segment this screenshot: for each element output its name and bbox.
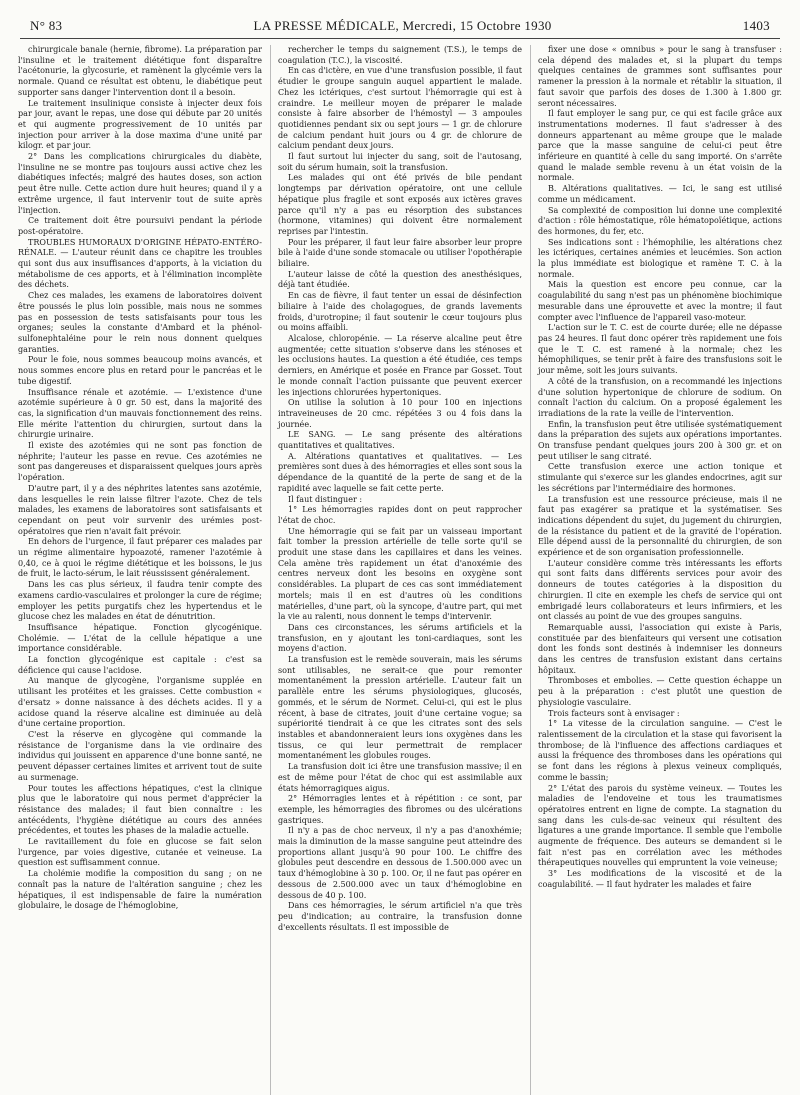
paragraph: A côté de la transfusion, on a recommandé les injections d'une solution hypertonique de chlorure de sodium. On connaît l'action du calcium. On a proposé également les irradiations de la rate la veille de l'intervention. [538, 376, 782, 418]
paragraph: On utilise la solution à 10 pour 100 en injections intraveineuses de 20 cmc. répétées 3 ou 4 fois dans la journée. [278, 398, 522, 429]
column-1 [18, 45, 262, 1095]
paragraph: Au manque de glycogène, l'organisme supplée en utilisant les protéites et les graisses. Cette combustion « d'ersatz » donne naissance à des déchets acides. Il y a acidose quand la réserve alcaline est diminuée au delà d'une certaine proportion. [18, 676, 262, 729]
paragraph: Le traitement insulinique consiste à injecter deux fois par jour, avant le repas, une dose qui débute par 20 unités et qui augmente progressivement de 10 unités par injection pour arriver à la dose maxima d'une unité par kilogr. et par jour. [18, 98, 262, 151]
paragraph: rechercher le temps du saignement (T.S.), le temps de coagulation (T.C.), la viscosité. [278, 45, 522, 65]
paragraph: L'auteur laisse de côté la question des anesthésiques, déjà tant étudiée. [278, 269, 522, 290]
paragraph: Il n'y a pas de choc nerveux, il n'y a pas d'anoxhémie; mais la diminution de la masse sanguine peut atteindre des proportions allant jusqu'à 90 pour 100. Le chiffre des globules peut descendre en dessous de 1.500.000 avec un taux d'hémoglobine à 30 p. 100. Or, il ne faut pas opérer en dessous de 2.500.000 avec un taux d'hémoglobine en dessous de 40 p. 100. [278, 826, 522, 900]
paragraph: Trois facteurs sont à envisager : [548, 708, 680, 718]
paragraph: Remarquable aussi, l'association qui existe à Paris, constituée par des bienfaiteurs qui versent une cotisation dont les fonds sont destinés à indemniser les donneurs dans les centres de transfusion existant dans certains hôpitaux. [538, 622, 782, 675]
paragraph: Thromboses et embolies. — Cette question échappe un peu à la préparation : c'est plutôt une question de physiologie vasculaire. [538, 676, 782, 707]
paragraph: Cette transfusion exerce une action tonique et stimulante qui s'exerce sur les glandes endocrines, agit sur les sécrétions par l'intermédiaire des hormones. [538, 462, 782, 493]
paragraph: 2° Dans les complications chirurgicales du diabète, l'insuline ne se montre pas toujours aussi active chez les diabétiques infectés; malgré des hautes doses, son action peut être nulle. Cette action dure huit heures; quand il y a extrême urgence, il faut intervenir tout de suite après l'injection. [18, 152, 262, 215]
paragraph: Il faut distinguer : [288, 494, 363, 504]
paragraph: Dans ces hémorragies, le sérum artificiel n'a que très peu d'indication; au contraire, la transfusion donne d'excellents résultats. Il est impossible de [278, 901, 522, 932]
paragraph: Ce traitement doit être poursuivi pendant la période post-opératoire. [18, 216, 262, 236]
paragraph: A. Altérations quantatives et qualitatives. — Les premières sont dues à des hémorragies et elles sont sous la dépendance de la quantité de la perte de sang et de la rapidité avec laquelle se fait cette perte. [278, 451, 522, 493]
paragraph: Les malades qui ont été privés de bile pendant longtemps par dérivation opératoire, ont une cellule hépatique plus fragile et sont exposés aux ictères graves parce qu'il n'y a pas eu résorption des substances (hormone, vitamines) qui doivent être normalement reprises par l'intestin. [278, 173, 522, 236]
paragraph: 1° La vitesse de la circulation sanguine. — C'est le ralentissement de la circulation et la stase qui favorisent la thrombose; de là l'influence des affections cardiaques et aussi la fréquence des thromboses dans les opérations qui se font dans les régions à plexus veineux compliqués, comme le bassin; [538, 719, 782, 782]
paragraph: 3° Les modifications de la viscosité et de la coagulabilité. — Il faut hydrater les malades et faire [538, 869, 782, 889]
paragraph: Dans ces circonstances, les sérums artificiels et la transfusion, en y ajoutant les toni-cardiaques, sont les moyens d'action. [278, 622, 522, 654]
paragraph: 2° Hémorragies lentes et à répétition : ce sont, par exemple, les hémorragies des fibromes ou des ulcérations gastriques. [278, 794, 522, 825]
paragraph: L'action sur le T. C. est de courte durée; elle ne dépasse pas 24 heures. Il faut donc opérer très rapidement une fois que le T. C. est ramené à la normale; chez les hémophiliques, se tenir prêt à faire des transfusions soit le jour même, soit les jours suivants. [538, 323, 782, 376]
paragraph: Une hémorragie qui se fait par un vaisseau important fait tomber la pression artérielle de telle sorte qu'il se produit une stase dans les capillaires et dans les veines. Cela amène très rapidement un état d'anoxémie des centres nerveux dont les besoins en oxygène sont considérables. La plupart de ces cas sont immédiatement mortels; mais il en est d'autres où les conditions matérielles, d'une part, où la syncope, d'autre part, qui met la vie au ralenti, nous donnent le temps d'intervenir. [278, 526, 522, 622]
paragraph: Enfin, la transfusion peut être utilisée systématiquement dans la préparation des sujets aux opérations importantes. On transfuse pendant quelques jours 200 à 300 gr. et on peut utiliser le sang citraté. [538, 419, 782, 461]
issue-number: N° 83 [30, 18, 63, 33]
paragraph: fixer une dose « omnibus » pour le sang à transfuser : cela dépend des malades et, si la plupart du temps quelques centaines de grammes sont suffisantes pour ramener la pression à la normale et rétablir la situation, il faut savoir que parfois des doses de 1.300 à 1.800 gr. seront nécessaires. [538, 45, 782, 108]
paragraph: Pour les préparer, il faut leur faire absorber leur propre bile à l'aide d'une sonde stomacale ou utiliser l'opothérapie biliaire. [278, 237, 522, 269]
paragraph: D'autre part, il y a des néphrites latentes sans azotémie, dans lesquelles le rein laisse filtrer l'azote. Chez de tels malades, les examens de laboratoires sont satisfaisants et cependant on peut voir survenir des urémies post-opératoires que rien n'avait fait prévoir. [18, 483, 262, 536]
paragraph: Il faut employer le sang pur, ce qui est facile grâce aux instrumentations modernes. Il faut s'adresser à des donneurs appartenant au même groupe que le malade parce que la masse sanguine de celui-ci peut être inférieure en quantité à celle du sang importé. On s'arrête quand le malade semble revenu à un état voisin de la normale. [538, 109, 782, 183]
journal-title: LA PRESSE MÉDICALE, Mercredi, 15 Octobre 1930 [253, 18, 552, 33]
page-number: 1403 [742, 18, 770, 33]
paragraph: TROUBLES HUMORAUX D'ORIGINE HÉPATO-ENTÉRO-RÉNALE. — L'auteur réunit dans ce chapitre les troubles qui sont dus aux insuffisances d'apports, à la viciation du métabolisme de ces apports, et à l'élimination incomplète des déchets. [18, 237, 262, 290]
text-columns [14, 45, 786, 1095]
paragraph: La transfusion est le remède souverain, mais les sérums sont utilisables, ne serait-ce que pour remonter momentanément la pression artérielle. L'auteur fait un parallèle entre les sérums physiologiques, glucosés, gommés, et le sérum de Normet. Celui-ci, qui est le plus récent, à base de citrates, jouit d'une certaine vogue; sa supériorité tiendrait à ce que les citrates sont des sels instables et abandonneraient leurs ions oxygènes dans les tissus, ce qui leur permettrait de remplacer momentanément les globules rouges. [278, 655, 522, 761]
paragraph: Chez ces malades, les examens de laboratoires doivent être poussés le plus loin possible, mais nous ne sommes pas en possession de tests satisfaisants pour tous les organes; seules la constante d'Ambard et la phénol-sulfonephtaléine pour le rein nous donnent quelques garanties. [18, 291, 262, 354]
paragraph: Le ravitaillement du foie en glucose se fait selon l'urgence, par voies digestive, cutanée et veineuse. La question est suffisamment connue. [18, 837, 262, 868]
paragraph: C'est la réserve en glycogène qui commande la résistance de l'organisme dans la vie ordinaire des individus qui jouissent en apparence d'une bonne santé, ne peuvent dépasser certaines limites et arrivent tout de suite au surmenage. [18, 730, 262, 782]
column-2 [270, 45, 522, 1095]
paragraph: En dehors de l'urgence, il faut préparer ces malades par un régime alimentaire hypoazoté, ramener l'azotémie à 0,40, ce à quoi le régime diététique et les boissons, le jus de fruit, le lacto-sérum, le lait réussissent généralement. [18, 537, 262, 579]
paragraph: Alcalose, chloropénie. — La réserve alcaline peut être augmentée; cette situation s'observe dans les sténoses et les occlusions hautes. La question a été étudiée, ces temps derniers, en Amérique et posée en France par Gosset. Tout le monde connaît l'action puissante que peuvent exercer les injections chlorurées hypertoniques. [278, 333, 522, 397]
paragraph: Mais la question est encore peu connue, car la coagulabilité du sang n'est pas un phénomène biochimique mesurable dans une éprouvette et avec la montre; il faut compter avec l'influence de l'appareil vaso-moteur. [538, 280, 782, 322]
page-header [20, 18, 780, 39]
paragraph: Pour toutes les affections hépatiques, c'est la clinique plus que le laboratoire qui nous permet d'apprécier la résistance des malades; il faut bien connaître : les antécédents, l'hygiène diététique au cours des années précédentes, et toutes les phases de la maladie actuelle. [18, 783, 262, 836]
paragraph: Pour le foie, nous sommes beaucoup moins avancés, et nous sommes encore plus en retard pour le pancréas et le tube digestif. [18, 355, 262, 386]
paragraph: B. Altérations qualitatives. — Ici, le sang est utilisé comme un médicament. [538, 184, 782, 204]
paragraph: La transfusion doit ici être une transfusion massive; il en est de même pour l'état de choc qui est assimilable aux états hémorragiques aigus. [278, 762, 522, 793]
paragraph: Insuffisance hépatique. Fonction glycogénique. Cholémie. — L'état de la cellule hépatique a une importance considérable. [18, 622, 262, 654]
paragraph: 1° Les hémorragies rapides dont on peut rapprocher l'état de choc. [278, 505, 522, 525]
paragraph: LE SANG. — Le sang présente des altérations quantitatives et qualitatives. [278, 430, 522, 451]
paragraph: Sa complexité de composition lui donne une complexité d'action : rôle hémostatique, rôle hématopoïétique, actions des hormones, du fer, etc. [538, 205, 782, 236]
paragraph: En cas de fièvre, il faut tenter un essai de désinfection biliaire à l'aide des cholagogues, de grands lavements froids, d'urotropine; il faut soutenir le cœur toujours plus ou moins affaibli. [278, 291, 522, 333]
paragraph: Insuffisance rénale et azotémie. — L'existence d'une azotémie supérieure à 0 gr. 50 est, dans la majorité des cas, la signification d'un mauvais fonctionnement des reins. Elle mérite l'attention du chirurgien, surtout dans la chirurgie urinaire. [18, 387, 262, 440]
paragraph: 2° L'état des parois du système veineux. — Toutes les maladies de l'endoveine et tous les traumatismes opératoires entrent en ligne de compte. La stagnation du sang dans les culs-de-sac veineux qui résultent des ligatures a une grande importance. Il semble que l'embolie augmente de fréquence. Des auteurs se demandent si le fait n'est pas en corrélation avec les méthodes thérapeutiques nouvelles qui empruntent la voie veineuse; [538, 783, 782, 868]
paragraph: Ses indications sont : l'hémophilie, les altérations chez les ictériques, certaines anémies et leucémies. Son action la plus immédiate est biologique et ramène T. C. à la normale. [538, 237, 782, 279]
paragraph: chirurgicale banale (hernie, fibrome). La préparation par l'insuline et le traitement diététique font disparaître l'acétonurie, la glycosurie, et ramènent la glycémie vers la normale. Quand ce résultat est obtenu, le diabétique peut supporter sans danger l'intervention dont il a besoin. [18, 45, 262, 97]
paragraph: Il existe des azotémies qui ne sont pas fonction de néphrite; l'auteur les passe en revue. Ces azotémies ne sont pas dangereuses et disparaissent quelques jours après l'opération. [18, 441, 262, 483]
column-3 [530, 45, 782, 1095]
paragraph: La transfusion est une ressource précieuse, mais il ne faut pas exagérer sa pratique et la systématiser. Ses indications dépendent du sujet, du jugement du chirurgien, de la résistance du patient et de la gravité de l'opération. Elle dépend aussi de la personnalité du chirurgien, de son expérience et de son organisation professionnelle. [538, 494, 782, 558]
paragraph: La cholémie modifie la composition du sang ; on ne connaît pas la nature de l'altération sanguine ; chez les hépatiques, il est indispensable de faire la numération globulaire, le dosage de l'hémoglobine, [18, 869, 262, 911]
paragraph: Dans les cas plus sérieux, il faudra tenir compte des examens cardio-vasculaires et prolonger la cure de régime; employer les petits purgatifs chez les hypertendus et le glucose chez les malades en état de dénutrition. [18, 580, 262, 622]
paragraph: Il faut surtout lui injecter du sang, soit de l'autosang, soit du sérum humain, soit la transfusion. [278, 152, 522, 172]
paragraph: L'auteur considère comme très intéressants les efforts qui sont faits dans différents services pour avoir des donneurs de toutes catégories à la disposition du chirurgien. Il cite en exemple les chefs de service qui ont embrigadé leurs collaborateurs et leurs infirmiers, et les ont classés au point de vue des groupes sanguins. [538, 558, 782, 622]
paragraph: En cas d'ictère, en vue d'une transfusion possible, il faut étudier le groupe sanguin auquel appartient le malade. Chez les ictériques, c'est surtout l'hémorragie qui est à craindre. Le meilleur moyen de préparer le malade consiste à faire absorber de l'hémostyl — 3 ampoules quotidiennes pendant six ou sept jours — 1 gr. de chlorure de calcium pendant huit jours ou 4 gr. de chlorure de calcium pendant deux jours. [278, 66, 522, 151]
paragraph: La fonction glycogénique est capitale : c'est sa déficience qui cause l'acidose. [18, 655, 262, 675]
